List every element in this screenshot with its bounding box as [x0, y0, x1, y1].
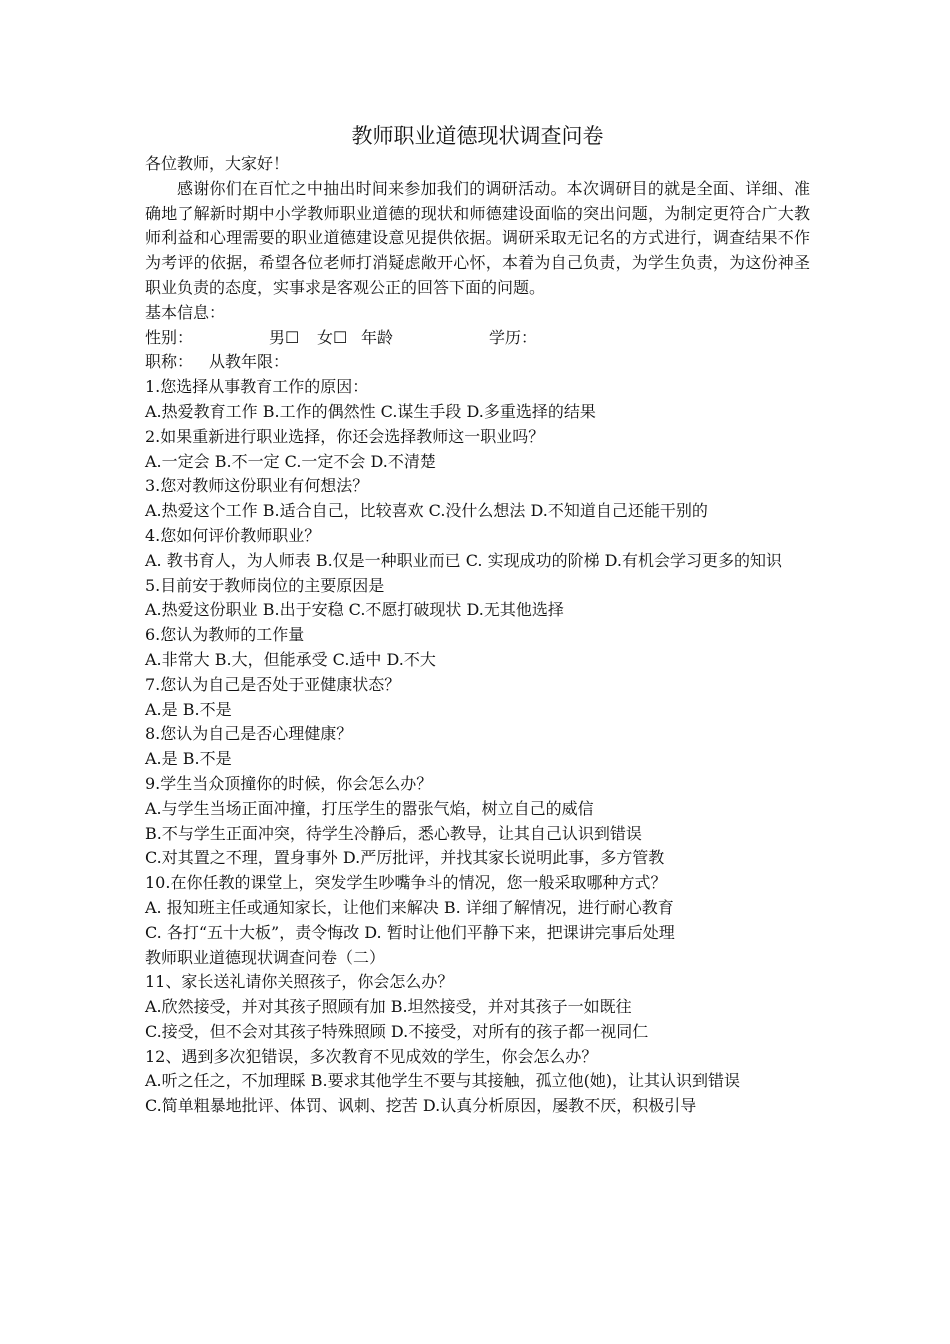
answer-options: A.非常大 B.大，但能承受 C.适中 D.不大: [145, 649, 436, 669]
section-2-title: 教师职业道德现状调查问卷（二）: [145, 947, 386, 967]
questions-section-1: [145, 375, 810, 945]
basic-info-row-1: [145, 326, 810, 351]
answer-options: C.接受，但不会对其孩子特殊照顾 D.不接受，对所有的孩子都一视同仁: [145, 1021, 649, 1041]
basic-info-row-2: [145, 350, 810, 375]
age-label: 年龄: [361, 327, 394, 347]
answer-options: A. 教书育人，为人师表 B.仅是一种职业而已 C. 实现成功的阶梯 D.有机会学习更多的知识: [145, 550, 783, 570]
answer-options: A.听之任之，不加理睬 B.要求其他学生不要与其接触，孤立他(她)，让其认识到错误: [145, 1071, 741, 1091]
answer-options: A.热爱这份职业 B.出于安稳 C.不愿打破现状 D.无其他选择: [145, 600, 564, 620]
answer-options: A.热爱教育工作 B.工作的偶然性 C.谋生手段 D.多重选择的结果: [145, 401, 596, 421]
question-text: 4.您如何评价教师职业？: [145, 525, 321, 545]
male-option: 男☐: [269, 327, 300, 347]
answer-options: A.一定会 B.不一定 C.一定不会 D.不清楚: [145, 451, 436, 471]
basic-info-heading: 基本信息：: [145, 302, 226, 322]
answer-options: A.与学生当场正面冲撞，打压学生的嚣张气焰，树立自己的威信: [145, 798, 594, 818]
answer-options: A.热爱这个工作 B.适合自己，比较喜欢 C.没什么想法 D.不知道自己还能干别的: [145, 501, 708, 521]
question-text: 8.您认为自己是否心理健康？: [145, 724, 353, 744]
answer-options: A.欣然接受，并对其孩子照顾有加 B.坦然接受，并对其孩子一如既往: [145, 997, 632, 1017]
document-title: 教师职业道德现状调查问卷: [351, 124, 604, 148]
question-text: 12、遇到多次犯错误，多次教育不见成效的学生，你会怎么办？: [145, 1046, 598, 1066]
answer-options: A.是 B.不是: [145, 749, 232, 769]
question-text: 10.在你任教的课堂上，突发学生吵嘴争斗的情况，您一般采取哪种方式？: [145, 873, 667, 893]
question-text: 7.您认为自己是否处于亚健康状态？: [145, 674, 401, 694]
question-text: 6.您认为教师的工作量: [145, 625, 305, 645]
answer-options: C. 各打“五十大板”，责令悔改 D. 暂时让他们平静下来，把课讲完事后处理: [145, 922, 675, 942]
education-label: 学历：: [489, 327, 538, 347]
question-text: 11、家长送礼请你关照孩子，你会怎么办？: [145, 972, 454, 992]
document-page: [145, 120, 810, 1119]
female-option: 女☐: [317, 327, 348, 347]
answer-options: C.简单粗暴地批评、体罚、讽刺、挖苦 D.认真分析原因，屡教不厌，积极引导: [145, 1096, 697, 1116]
answer-options: C.对其置之不理，置身事外 D.严厉批评，并找其家长说明此事，多方管教: [145, 848, 665, 868]
years-label: 从教年限：: [209, 352, 290, 372]
question-text: 3.您对教师这份职业有何想法？: [145, 476, 369, 496]
questions-section-2: [145, 970, 810, 1119]
question-text: 5.目前安于教师岗位的主要原因是: [145, 575, 385, 595]
answer-options: A.是 B.不是: [145, 699, 232, 719]
question-text: 2.如果重新进行职业选择，你还会选择教师这一职业吗？: [145, 426, 545, 446]
title-label: 职称：: [145, 352, 194, 372]
gender-label: 性别：: [145, 327, 194, 347]
answer-options: B.不与学生正面冲突，待学生冷静后，悉心教导，让其自己认识到错误: [145, 823, 642, 843]
question-text: 1.您选择从事教育工作的原因：: [145, 377, 369, 397]
intro-paragraph: 感谢你们在百忙之中抽出时间来参加我们的调研活动。本次调研目的就是全面、详细、准确地了解新时期中小学教师职业道德的现状和师德建设面临的突出问题，为制定更符合广大教师利益和心理需要的职业道德建设意见提供依据。调研采取无记名的方式进行，调查结果不作为考评的依据，希望各位老师打消疑虑敞开心怀，本着为自己负责，为学生负责，为这份神圣职业负责的态度，实事求是客观公正的回答下面的问题。: [145, 178, 810, 297]
greeting: 各位教师，大家好！: [145, 154, 290, 173]
question-text: 9.学生当众顶撞你的时候，你会怎么办？: [145, 773, 433, 793]
answer-options: A. 报知班主任或通知家长，让他们来解决 B. 详细了解情况，进行耐心教育: [145, 897, 674, 917]
